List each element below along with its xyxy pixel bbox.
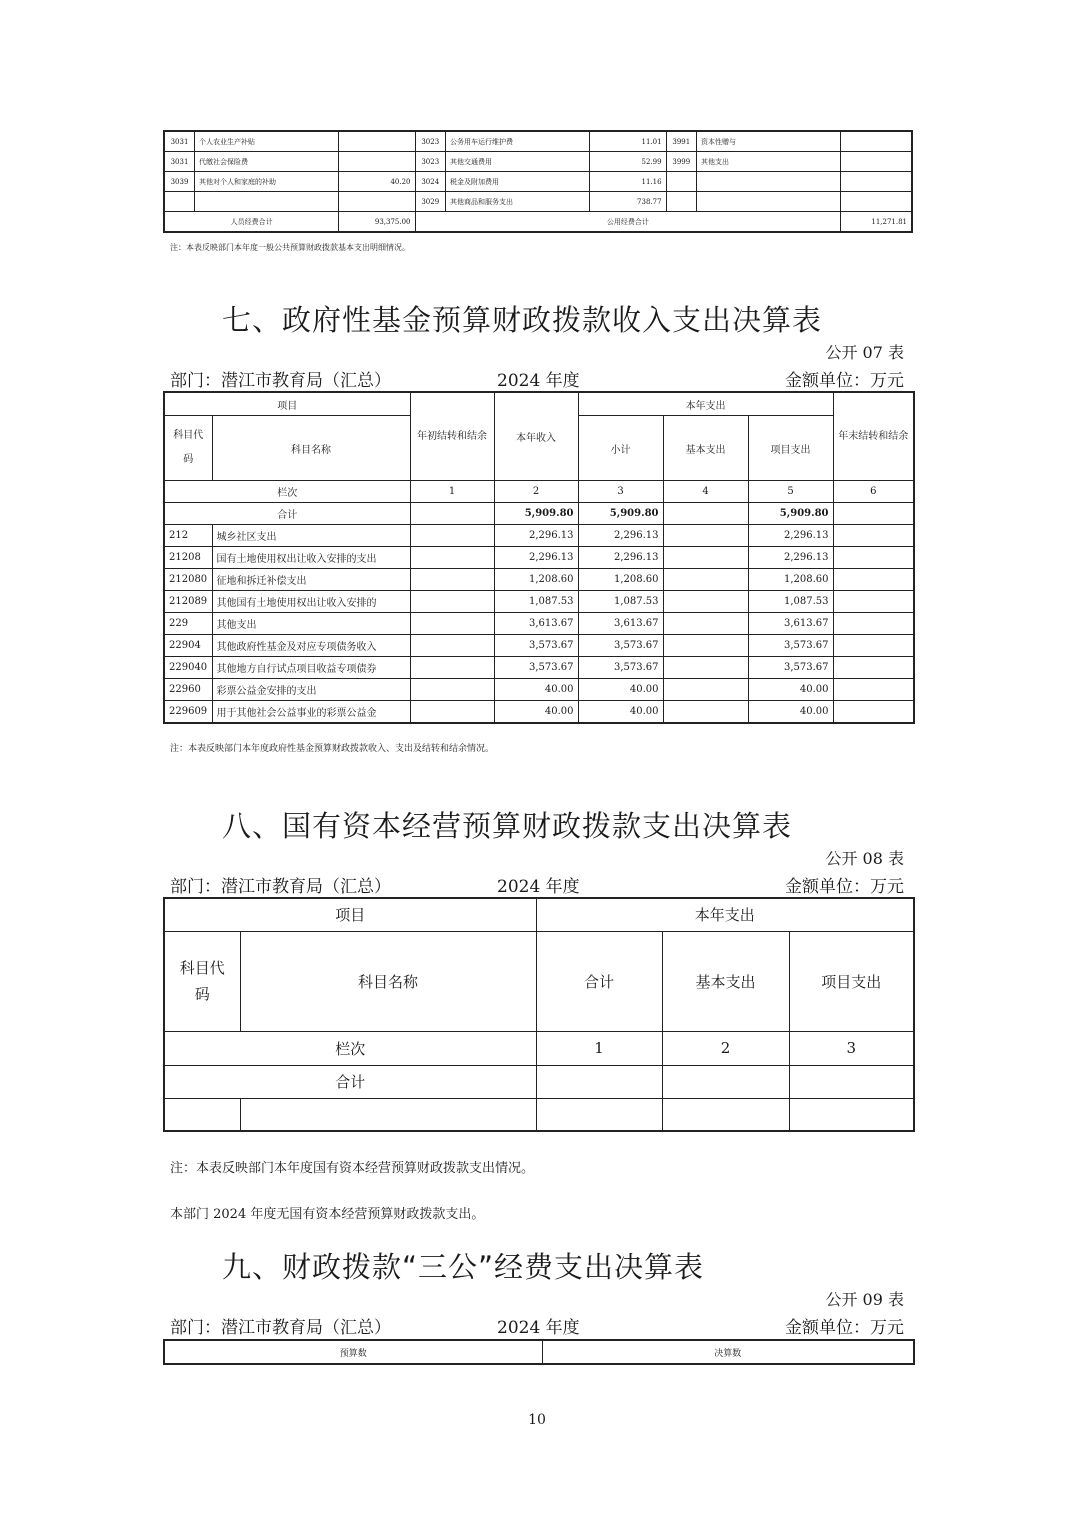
t06-cell-v1: [339, 131, 415, 152]
t07-cell-c6: [833, 591, 914, 613]
t08-col-3: 3: [789, 1031, 914, 1065]
t07-cell-code: 212: [164, 525, 212, 547]
t08-total-c1: [536, 1065, 662, 1098]
t07-cell-c2: 1,087.53: [494, 591, 578, 613]
t08-total-label: 合计: [164, 1065, 536, 1098]
t07-cell-c6: [833, 569, 914, 591]
t06-cell-c2: 3023: [415, 152, 445, 172]
table-07-dept: 部门：潜江市教育局（汇总）: [170, 371, 391, 391]
t07-cell-c4: [663, 525, 748, 547]
t08-total-c2: [662, 1065, 789, 1098]
t08-header-expense: 本年支出: [536, 898, 914, 931]
table-08-number: 公开 08 表: [825, 849, 904, 868]
t07-col-2: 2: [494, 481, 578, 503]
t06-cell-c3: 3999: [666, 152, 696, 172]
t06-cell-v3: [841, 131, 912, 152]
t08-empty-c2: [662, 1098, 789, 1131]
table-row: [164, 525, 914, 547]
t07-cell-c5: 40.00: [748, 679, 833, 701]
table-08-dept: 部门：潜江市教育局（汇总）: [170, 877, 391, 897]
t07-cell-c3: 3,613.67: [578, 613, 663, 635]
t06-cell-n1: 代缴社会保险费: [194, 152, 338, 172]
t07-cell-name: 国有土地使用权出让收入安排的支出: [212, 547, 410, 569]
table-09-dept: 部门：潜江市教育局（汇总）: [170, 1318, 391, 1338]
table-08-year: 2024 年度: [497, 877, 580, 897]
t07-cell-c4: [663, 701, 748, 724]
table-07-number: 公开 07 表: [825, 343, 904, 362]
t07-cell-c5: 1,087.53: [748, 591, 833, 613]
t08-col-2: 2: [662, 1031, 789, 1065]
t07-cell-c6: [833, 635, 914, 657]
t06-cell-v2: 11.16: [590, 172, 666, 192]
t07-cell-c6: [833, 657, 914, 679]
public-total-value: 11,271.81: [841, 212, 912, 233]
personnel-total-label: 人员经费合计: [164, 212, 339, 233]
t08-total-c3: [789, 1065, 914, 1098]
t08-empty-c3: [789, 1098, 914, 1131]
t06-cell-v2: 738.77: [590, 192, 666, 212]
t06-cell-c1: 3031: [164, 152, 194, 172]
t07-cell-c2: 40.00: [494, 701, 578, 724]
t06-cell-n2: 税金及附加费用: [446, 172, 590, 192]
t07-cell-c2: 1,208.60: [494, 569, 578, 591]
t07-header-item: 项目: [164, 392, 410, 416]
t07-cell-c6: [833, 525, 914, 547]
section-8-title: 八、国有资本经营预算财政拨款支出决算表: [222, 809, 793, 843]
t07-cell-c5: 2,296.13: [748, 525, 833, 547]
t07-cell-code: 229: [164, 613, 212, 635]
t07-total-c6: [833, 503, 914, 525]
t07-cell-code: 229040: [164, 657, 212, 679]
t07-cell-c4: [663, 613, 748, 635]
t08-header-code: 科目代码: [164, 931, 240, 1031]
t07-cell-name: 其他地方自行试点项目收益专项债券: [212, 657, 410, 679]
t06-cell-n2: 公务用车运行维护费: [446, 131, 590, 152]
t07-cell-name: 用于其他社会公益事业的彩票公益金: [212, 701, 410, 724]
t07-cell-c2: 40.00: [494, 679, 578, 701]
t08-empty-c1: [536, 1098, 662, 1131]
t06-cell-n3: [697, 192, 841, 212]
t06-cell-v1: [339, 192, 415, 212]
t07-cell-c5: 40.00: [748, 701, 833, 724]
t07-total-c3: 5,909.80: [578, 503, 663, 525]
t07-cell-c1: [410, 635, 494, 657]
t07-cell-c3: 40.00: [578, 701, 663, 724]
table-row: [164, 547, 914, 569]
t07-cell-c3: 1,087.53: [578, 591, 663, 613]
t07-total-c5: 5,909.80: [748, 503, 833, 525]
t07-cell-c4: [663, 635, 748, 657]
t07-col-4: 4: [663, 481, 748, 503]
t07-cell-name: 其他政府性基金及对应专项债务收入: [212, 635, 410, 657]
t06-cell-v2: 52.99: [590, 152, 666, 172]
t08-empty-code: [164, 1098, 240, 1131]
table-09-number: 公开 09 表: [825, 1290, 904, 1309]
t07-cell-name: 彩票公益金安排的支出: [212, 679, 410, 701]
t06-cell-c1: 3039: [164, 172, 194, 192]
section-7-title: 七、政府性基金预算财政拨款收入支出决算表: [222, 303, 823, 337]
t06-cell-c3: [666, 192, 696, 212]
t08-col-1: 1: [536, 1031, 662, 1065]
t06-cell-n1: 其他对个人和家庭的补助: [194, 172, 338, 192]
table-09-unit: 金额单位：万元: [785, 1318, 904, 1338]
t08-header-name: 科目名称: [240, 931, 536, 1031]
t06-cell-n2: 其他商品和服务支出: [446, 192, 590, 212]
t07-cell-c5: 1,208.60: [748, 569, 833, 591]
table-09: [163, 1339, 915, 1365]
t07-cell-c2: 3,573.67: [494, 657, 578, 679]
t07-header-carry-begin: 年初结转和结余: [410, 392, 494, 481]
t06-cell-n3: 其他支出: [697, 152, 841, 172]
t07-cell-c3: 2,296.13: [578, 547, 663, 569]
t06-cell-n1: 个人农业生产补贴: [194, 131, 338, 152]
t07-cell-c1: [410, 679, 494, 701]
table-08-note: 注：本表反映部门本年度国有资本经营预算财政拨款支出情况。: [170, 1161, 535, 1176]
t07-cell-code: 229609: [164, 701, 212, 724]
table-row: [164, 131, 912, 152]
t06-cell-v1: [339, 152, 415, 172]
t07-cell-c5: 3,573.67: [748, 657, 833, 679]
t07-cell-c4: [663, 657, 748, 679]
t07-total-label: 合计: [164, 503, 410, 525]
table-row: [164, 152, 912, 172]
t07-cell-c6: [833, 701, 914, 724]
t07-cell-c4: [663, 591, 748, 613]
t07-cell-name: 其他国有土地使用权出让收入安排的: [212, 591, 410, 613]
t07-cell-c1: [410, 701, 494, 724]
t07-cell-c6: [833, 547, 914, 569]
t07-cell-c2: 2,296.13: [494, 547, 578, 569]
t07-cell-code: 21208: [164, 547, 212, 569]
table-09-year: 2024 年度: [497, 1318, 580, 1338]
t07-cell-c2: 2,296.13: [494, 525, 578, 547]
t07-cell-c4: [663, 547, 748, 569]
t07-cell-c4: [663, 569, 748, 591]
t07-cell-name: 其他支出: [212, 613, 410, 635]
t06-cell-c3: 3991: [666, 131, 696, 152]
t07-cell-c3: 3,573.67: [578, 635, 663, 657]
table-07-year: 2024 年度: [497, 371, 580, 391]
t06-cell-c2: 3029: [415, 192, 445, 212]
t07-cell-code: 212089: [164, 591, 212, 613]
t07-cell-c1: [410, 613, 494, 635]
t07-column-label: 栏次: [164, 481, 410, 503]
t08-header-total: 合计: [536, 931, 662, 1031]
t07-header-subtotal: 小计: [578, 416, 663, 481]
t06-cell-n2: 其他交通费用: [446, 152, 590, 172]
t08-column-label: 栏次: [164, 1031, 536, 1065]
t07-cell-code: 22960: [164, 679, 212, 701]
t06-cell-v3: [841, 152, 912, 172]
t07-col-3: 3: [578, 481, 663, 503]
t07-col-1: 1: [410, 481, 494, 503]
t07-cell-c2: 3,613.67: [494, 613, 578, 635]
t07-cell-c1: [410, 547, 494, 569]
table-row: [164, 192, 912, 212]
table-06-continuation: [163, 130, 913, 233]
t07-cell-c5: 3,573.67: [748, 635, 833, 657]
t06-cell-v3: [841, 172, 912, 192]
table-row: [164, 679, 914, 701]
t07-header-basic: 基本支出: [663, 416, 748, 481]
t07-total-c4: [663, 503, 748, 525]
t07-col-6: 6: [833, 481, 914, 503]
t07-cell-c3: 1,208.60: [578, 569, 663, 591]
t09-header-final: 决算数: [542, 1340, 914, 1364]
t07-cell-code: 22904: [164, 635, 212, 657]
t06-cell-v2: 11.01: [590, 131, 666, 152]
t06-cell-c2: 3024: [415, 172, 445, 192]
t07-header-code: 科目代码: [164, 416, 212, 481]
table-row: [164, 657, 914, 679]
public-total-label: 公用经费合计: [415, 212, 841, 233]
t07-cell-c5: 3,613.67: [748, 613, 833, 635]
t07-cell-c1: [410, 591, 494, 613]
t07-cell-name: 城乡社区支出: [212, 525, 410, 547]
t07-col-5: 5: [748, 481, 833, 503]
page-number: 10: [528, 1412, 546, 1428]
t07-header-carry-end: 年末结转和结余: [833, 392, 914, 481]
t07-cell-c1: [410, 525, 494, 547]
t08-header-item: 项目: [164, 898, 536, 931]
t07-cell-c6: [833, 679, 914, 701]
t09-header-budget: 预算数: [164, 1340, 542, 1364]
t08-empty-name: [240, 1098, 536, 1131]
table-row: [164, 172, 912, 192]
t07-cell-c5: 2,296.13: [748, 547, 833, 569]
t06-cell-c3: [666, 172, 696, 192]
t06-cell-c1: [164, 192, 194, 212]
t07-total-c1: [410, 503, 494, 525]
section-9-title: 九、财政拨款“三公”经费支出决算表: [222, 1250, 705, 1284]
t07-cell-c1: [410, 657, 494, 679]
table-06-note: 注：本表反映部门本年度一般公共预算财政拨款基本支出明细情况。: [170, 243, 410, 252]
t07-cell-code: 212080: [164, 569, 212, 591]
t06-cell-c1: 3031: [164, 131, 194, 152]
t07-cell-c1: [410, 569, 494, 591]
table-07-unit: 金额单位：万元: [785, 371, 904, 391]
t07-header-expense: 本年支出: [578, 392, 833, 416]
t07-total-c2: 5,909.80: [494, 503, 578, 525]
table-08: [163, 897, 915, 1132]
table-07: [163, 391, 915, 724]
table-row: [164, 613, 914, 635]
t06-cell-v3: [841, 192, 912, 212]
table-08-unit: 金额单位：万元: [785, 877, 904, 897]
t07-header-name: 科目名称: [212, 416, 410, 481]
t08-header-basic: 基本支出: [662, 931, 789, 1031]
t08-header-project: 项目支出: [789, 931, 914, 1031]
personnel-total-value: 93,375.00: [339, 212, 415, 233]
table-08-statement: 本部门 2024 年度无国有资本经营预算财政拨款支出。: [170, 1207, 485, 1222]
t07-cell-name: 征地和拆迁补偿支出: [212, 569, 410, 591]
t06-cell-n1: [194, 192, 338, 212]
t06-cell-v1: 40.20: [339, 172, 415, 192]
table-row: [164, 635, 914, 657]
t07-cell-c3: 2,296.13: [578, 525, 663, 547]
table-row: [164, 701, 914, 724]
t07-header-income: 本年收入: [494, 392, 578, 481]
t06-cell-n3: [697, 172, 841, 192]
t07-cell-c6: [833, 613, 914, 635]
table-row: [164, 591, 914, 613]
t06-cell-n3: 资本性赠与: [697, 131, 841, 152]
table-07-note: 注：本表反映部门本年度政府性基金预算财政拨款收入、支出及结转和结余情况。: [170, 744, 495, 754]
t07-cell-c2: 3,573.67: [494, 635, 578, 657]
table-row: [164, 569, 914, 591]
t07-cell-c3: 3,573.67: [578, 657, 663, 679]
t07-cell-c3: 40.00: [578, 679, 663, 701]
t06-cell-c2: 3023: [415, 131, 445, 152]
t07-cell-c4: [663, 679, 748, 701]
t07-header-project: 项目支出: [748, 416, 833, 481]
